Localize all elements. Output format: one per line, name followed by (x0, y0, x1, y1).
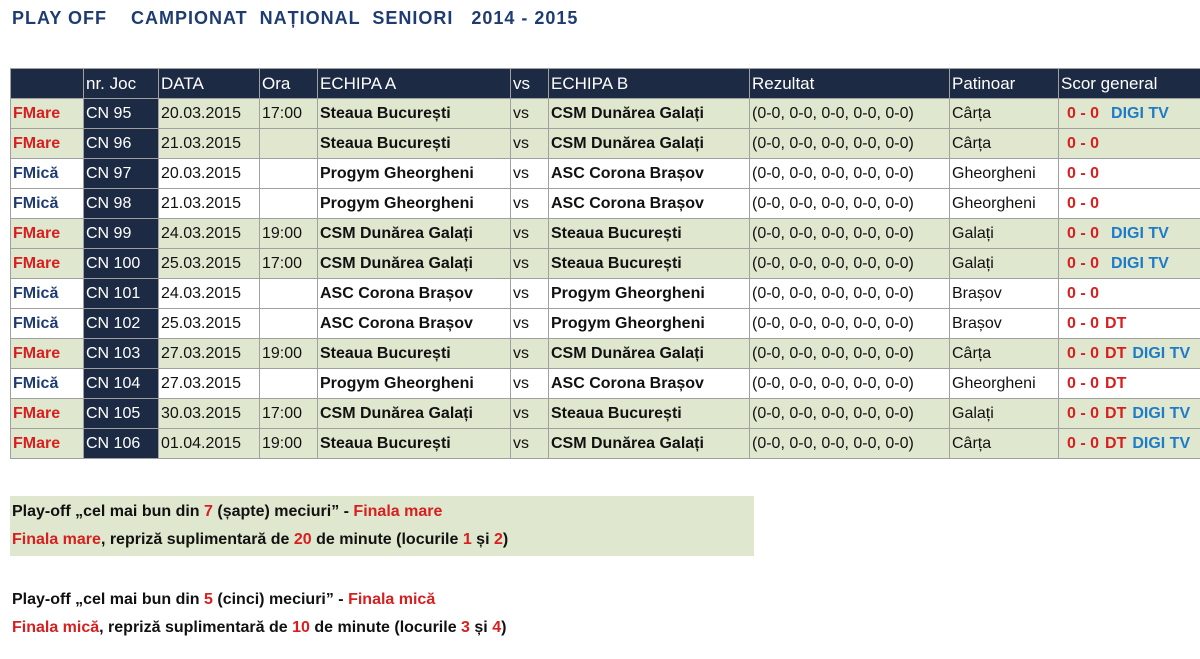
tv-label: DIGI TV (1111, 254, 1169, 272)
overall-score-cell (1059, 429, 1200, 459)
team-a-cell: ASC Corona Brașov (318, 279, 511, 309)
team-a-cell: Progym Gheorgheni (318, 159, 511, 189)
note-mare-line-2 (12, 526, 752, 554)
team-a-cell: Steaua București (318, 339, 511, 369)
team-b-cell: ASC Corona Brașov (549, 159, 750, 189)
table-header-row (11, 69, 1200, 99)
dt-label: DT (1105, 374, 1127, 392)
overall-score-cell (1059, 399, 1200, 429)
time-cell: 19:00 (260, 339, 318, 369)
vs-cell: vs (511, 429, 549, 459)
page-title: PLAY OFF CAMPIONAT NAȚIONAL SENIORI 2014 - 2015 (12, 8, 579, 28)
vs-cell: vs (511, 399, 549, 429)
note-number: 3 (461, 619, 470, 636)
result-cell: (0-0, 0-0, 0-0, 0-0, 0-0) (750, 279, 950, 309)
team-a-cell: Progym Gheorgheni (318, 189, 511, 219)
header-team-a: ECHIPA A (318, 69, 511, 99)
note-final-name: Finala mică (348, 591, 436, 608)
team-a-cell: Steaua București (318, 129, 511, 159)
note-final-name: Finala mică (12, 619, 100, 636)
time-cell: 17:00 (260, 399, 318, 429)
team-a-cell: CSM Dunărea Galați (318, 399, 511, 429)
game-number-cell: CN 97 (84, 159, 159, 189)
time-cell (260, 129, 318, 159)
game-number-cell: CN 105 (84, 399, 159, 429)
category-cell: FMare (11, 429, 84, 459)
score-value: 0 - 0 (1067, 344, 1100, 362)
score-value: 0 - 0 (1067, 164, 1100, 182)
note-text: Play-off „cel mai bun din (12, 591, 205, 608)
table-row (11, 429, 1200, 459)
category-cell: FMică (11, 309, 84, 339)
date-cell: 27.03.2015 (159, 339, 260, 369)
rink-cell: Galați (950, 399, 1059, 429)
note-number: 2 (493, 531, 503, 548)
overall-score-cell (1059, 309, 1200, 339)
result-cell: (0-0, 0-0, 0-0, 0-0, 0-0) (750, 249, 950, 279)
score-value: 0 - 0 (1067, 314, 1100, 332)
category-cell: FMare (11, 99, 84, 129)
tv-label: DIGI TV (1111, 104, 1169, 122)
score-value: 0 - 0 (1067, 434, 1100, 452)
team-a-cell: CSM Dunărea Galați (318, 219, 511, 249)
vs-cell: vs (511, 129, 549, 159)
vs-cell: vs (511, 279, 549, 309)
team-b-cell: CSM Dunărea Galați (549, 129, 750, 159)
date-cell: 21.03.2015 (159, 189, 260, 219)
vs-cell: vs (511, 159, 549, 189)
team-a-cell: Steaua București (318, 99, 511, 129)
game-number-cell: CN 100 (84, 249, 159, 279)
category-cell: FMică (11, 369, 84, 399)
score-value: 0 - 0 (1067, 254, 1100, 272)
game-number-cell: CN 101 (84, 279, 159, 309)
game-number-cell: CN 99 (84, 219, 159, 249)
team-b-cell: ASC Corona Brașov (549, 189, 750, 219)
table-row (11, 279, 1200, 309)
category-cell: FMică (11, 159, 84, 189)
team-b-cell: CSM Dunărea Galați (549, 339, 750, 369)
note-text: de minute (locurile (311, 531, 463, 548)
header-category (11, 69, 84, 99)
category-cell: FMică (11, 189, 84, 219)
result-cell: (0-0, 0-0, 0-0, 0-0, 0-0) (750, 429, 950, 459)
note-mare-line-1 (12, 498, 752, 526)
team-a-cell: Progym Gheorgheni (318, 369, 511, 399)
note-number: 7 (204, 503, 213, 520)
header-game-number: nr. Joc (84, 69, 159, 99)
vs-cell: vs (511, 99, 549, 129)
tv-label: DIGI TV (1132, 344, 1191, 362)
table-row (11, 399, 1200, 429)
game-number-cell: CN 98 (84, 189, 159, 219)
tv-label: DIGI TV (1132, 434, 1191, 452)
time-cell: 17:00 (260, 99, 318, 129)
team-a-cell: ASC Corona Brașov (318, 309, 511, 339)
game-number-cell: CN 102 (84, 309, 159, 339)
game-number-cell: CN 103 (84, 339, 159, 369)
rink-cell: Brașov (950, 279, 1059, 309)
header-time: Ora (260, 69, 318, 99)
result-cell: (0-0, 0-0, 0-0, 0-0, 0-0) (750, 339, 950, 369)
table-row (11, 189, 1200, 219)
notes-finala-mica (10, 584, 508, 644)
note-mica-line-2 (12, 614, 506, 642)
notes-finala-mare (10, 496, 754, 556)
header-overall-score: Scor general (1059, 69, 1200, 99)
result-cell: (0-0, 0-0, 0-0, 0-0, 0-0) (750, 189, 950, 219)
team-b-cell: Steaua București (549, 249, 750, 279)
date-cell: 27.03.2015 (159, 369, 260, 399)
date-cell: 01.04.2015 (159, 429, 260, 459)
overall-score-cell (1059, 189, 1200, 219)
table-row (11, 339, 1200, 369)
overall-score-cell (1059, 129, 1200, 159)
note-text: , repriză suplimentară de (99, 619, 293, 636)
score-value: 0 - 0 (1067, 134, 1100, 152)
time-cell (260, 369, 318, 399)
table-row (11, 129, 1200, 159)
date-cell: 30.03.2015 (159, 399, 260, 429)
rink-cell: Brașov (950, 309, 1059, 339)
score-value: 0 - 0 (1067, 404, 1100, 422)
rink-cell: Cârța (950, 429, 1059, 459)
note-text: și (471, 531, 494, 548)
header-date: DATA (159, 69, 260, 99)
vs-cell: vs (511, 249, 549, 279)
note-text: , repriză suplimentară de (100, 531, 294, 548)
score-value: 0 - 0 (1067, 374, 1100, 392)
result-cell: (0-0, 0-0, 0-0, 0-0, 0-0) (750, 159, 950, 189)
time-cell (260, 159, 318, 189)
score-value: 0 - 0 (1067, 284, 1100, 302)
category-cell: FMare (11, 399, 84, 429)
note-text: (cinci) meciuri” - (212, 591, 349, 608)
team-b-cell: ASC Corona Brașov (549, 369, 750, 399)
playoff-schedule-table (10, 68, 1200, 459)
vs-cell: vs (511, 219, 549, 249)
dt-label: DT (1105, 344, 1127, 362)
rink-cell: Cârța (950, 339, 1059, 369)
overall-score-cell (1059, 99, 1200, 129)
dt-label: DT (1105, 314, 1127, 332)
note-final-name: Finala mare (12, 531, 101, 548)
dt-label: DT (1105, 434, 1127, 452)
overall-score-cell (1059, 159, 1200, 189)
team-b-cell: Steaua București (549, 399, 750, 429)
date-cell: 24.03.2015 (159, 279, 260, 309)
team-b-cell: CSM Dunărea Galați (549, 99, 750, 129)
dt-label: DT (1105, 404, 1127, 422)
result-cell: (0-0, 0-0, 0-0, 0-0, 0-0) (750, 129, 950, 159)
rink-cell: Galați (950, 249, 1059, 279)
rink-cell: Cârța (950, 99, 1059, 129)
team-b-cell: Steaua București (549, 219, 750, 249)
table-row (11, 249, 1200, 279)
team-b-cell: Progym Gheorgheni (549, 309, 750, 339)
date-cell: 24.03.2015 (159, 219, 260, 249)
note-mica-line-1 (12, 586, 506, 614)
header-rink: Patinoar (950, 69, 1059, 99)
rink-cell: Gheorgheni (950, 159, 1059, 189)
category-cell: FMare (11, 129, 84, 159)
team-a-cell: CSM Dunărea Galați (318, 249, 511, 279)
note-number: 1 (462, 531, 472, 548)
note-text: și (469, 619, 493, 636)
vs-cell: vs (511, 189, 549, 219)
note-number: 4 (492, 619, 502, 636)
team-b-cell: Progym Gheorgheni (549, 279, 750, 309)
team-a-cell: Steaua București (318, 429, 511, 459)
tv-label: DIGI TV (1111, 224, 1169, 242)
result-cell: (0-0, 0-0, 0-0, 0-0, 0-0) (750, 369, 950, 399)
category-cell: FMare (11, 339, 84, 369)
date-cell: 25.03.2015 (159, 249, 260, 279)
vs-cell: vs (511, 309, 549, 339)
game-number-cell: CN 96 (84, 129, 159, 159)
header-result: Rezultat (750, 69, 950, 99)
note-text: Play-off „cel mai bun din (12, 503, 205, 520)
time-cell (260, 189, 318, 219)
result-cell: (0-0, 0-0, 0-0, 0-0, 0-0) (750, 399, 950, 429)
header-vs: vs (511, 69, 549, 99)
note-text: ) (501, 619, 507, 636)
time-cell: 19:00 (260, 219, 318, 249)
overall-score-cell (1059, 339, 1200, 369)
result-cell: (0-0, 0-0, 0-0, 0-0, 0-0) (750, 309, 950, 339)
date-cell: 25.03.2015 (159, 309, 260, 339)
table-row (11, 309, 1200, 339)
note-number: 10 (292, 619, 310, 636)
score-value: 0 - 0 (1067, 224, 1100, 242)
table-row (11, 369, 1200, 399)
rink-cell: Galați (950, 219, 1059, 249)
header-team-b: ECHIPA B (549, 69, 750, 99)
overall-score-cell (1059, 369, 1200, 399)
rink-cell: Cârța (950, 129, 1059, 159)
time-cell: 19:00 (260, 429, 318, 459)
date-cell: 20.03.2015 (159, 99, 260, 129)
table-row (11, 159, 1200, 189)
result-cell: (0-0, 0-0, 0-0, 0-0, 0-0) (750, 219, 950, 249)
tv-label: DIGI TV (1132, 404, 1191, 422)
note-text: ) (502, 531, 509, 548)
table-row (11, 99, 1200, 129)
note-number: 5 (204, 591, 213, 608)
rink-cell: Gheorgheni (950, 189, 1059, 219)
time-cell (260, 309, 318, 339)
note-text: de minute (locurile (309, 619, 462, 636)
game-number-cell: CN 95 (84, 99, 159, 129)
game-number-cell: CN 104 (84, 369, 159, 399)
overall-score-cell (1059, 219, 1200, 249)
date-cell: 21.03.2015 (159, 129, 260, 159)
time-cell (260, 279, 318, 309)
note-text: (șapte) meciuri” - (212, 503, 354, 520)
category-cell: FMare (11, 219, 84, 249)
vs-cell: vs (511, 339, 549, 369)
time-cell: 17:00 (260, 249, 318, 279)
rink-cell: Gheorgheni (950, 369, 1059, 399)
team-b-cell: CSM Dunărea Galați (549, 429, 750, 459)
game-number-cell: CN 106 (84, 429, 159, 459)
result-cell: (0-0, 0-0, 0-0, 0-0, 0-0) (750, 99, 950, 129)
score-value: 0 - 0 (1067, 104, 1100, 122)
overall-score-cell (1059, 279, 1200, 309)
note-number: 20 (293, 531, 312, 548)
category-cell: FMare (11, 249, 84, 279)
category-cell: FMică (11, 279, 84, 309)
vs-cell: vs (511, 369, 549, 399)
score-value: 0 - 0 (1067, 194, 1100, 212)
table-row (11, 219, 1200, 249)
overall-score-cell (1059, 249, 1200, 279)
note-final-name: Finala mare (353, 503, 443, 520)
date-cell: 20.03.2015 (159, 159, 260, 189)
